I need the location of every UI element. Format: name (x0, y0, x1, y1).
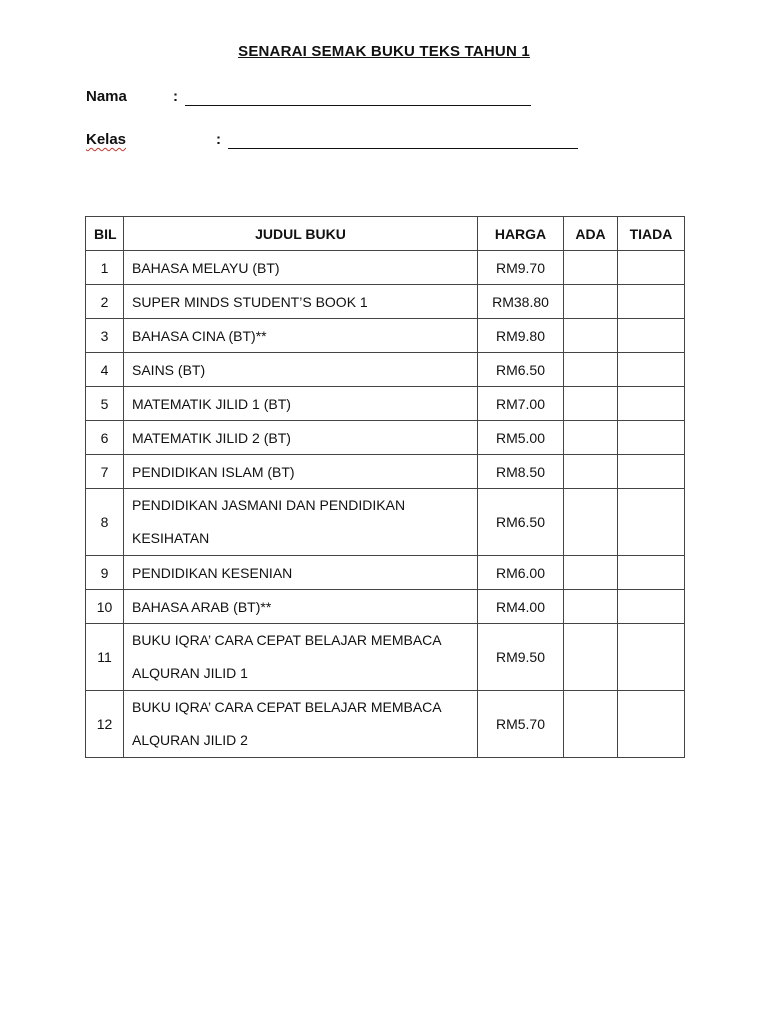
row-bil: 10 (86, 590, 124, 624)
header-tiada: TIADA (618, 217, 685, 251)
nama-blank-line[interactable] (185, 105, 531, 106)
row-bil: 8 (86, 489, 124, 556)
tiada-checkbox-cell[interactable] (618, 489, 685, 556)
header-bil: BIL (86, 217, 124, 251)
row-judul: PENDIDIKAN JASMANI DAN PENDIDIKAN KESIHATAN (124, 489, 478, 556)
tiada-checkbox-cell[interactable] (618, 455, 685, 489)
tiada-checkbox-cell[interactable] (618, 251, 685, 285)
row-bil: 12 (86, 691, 124, 758)
row-bil: 6 (86, 421, 124, 455)
ada-checkbox-cell[interactable] (564, 590, 618, 624)
header-harga: HARGA (478, 217, 564, 251)
table-row (86, 691, 685, 758)
tiada-checkbox-cell[interactable] (618, 590, 685, 624)
row-harga: RM6.00 (478, 556, 564, 590)
row-judul: SUPER MINDS STUDENT’S BOOK 1 (124, 285, 478, 319)
row-judul: PENDIDIKAN ISLAM (BT) (124, 455, 478, 489)
tiada-checkbox-cell[interactable] (618, 285, 685, 319)
row-harga: RM4.00 (478, 590, 564, 624)
ada-checkbox-cell[interactable] (564, 556, 618, 590)
ada-checkbox-cell[interactable] (564, 353, 618, 387)
ada-checkbox-cell[interactable] (564, 489, 618, 556)
page-title: SENARAI SEMAK BUKU TEKS TAHUN 1 (238, 43, 530, 60)
row-bil: 1 (86, 251, 124, 285)
tiada-checkbox-cell[interactable] (618, 421, 685, 455)
ada-checkbox-cell[interactable] (564, 691, 618, 758)
table-row (86, 590, 685, 624)
header-judul-buku: JUDUL BUKU (124, 217, 478, 251)
ada-checkbox-cell[interactable] (564, 285, 618, 319)
kelas-colon: : (216, 131, 221, 148)
ada-checkbox-cell[interactable] (564, 319, 618, 353)
table-row (86, 455, 685, 489)
row-harga: RM38.80 (478, 285, 564, 319)
row-judul: MATEMATIK JILID 1 (BT) (124, 387, 478, 421)
row-judul: BUKU IQRA’ CARA CEPAT BELAJAR MEMBACA ALQURAN JILID 1 (124, 624, 478, 691)
row-judul: BAHASA CINA (BT)** (124, 319, 478, 353)
row-harga: RM6.50 (478, 489, 564, 556)
row-judul: BAHASA MELAYU (BT) (124, 251, 478, 285)
ada-checkbox-cell[interactable] (564, 455, 618, 489)
row-bil: 2 (86, 285, 124, 319)
row-judul: SAINS (BT) (124, 353, 478, 387)
nama-label: Nama (86, 88, 127, 105)
row-harga: RM5.00 (478, 421, 564, 455)
table-row (86, 251, 685, 285)
row-bil: 5 (86, 387, 124, 421)
row-bil: 4 (86, 353, 124, 387)
row-bil: 11 (86, 624, 124, 691)
row-harga: RM9.80 (478, 319, 564, 353)
table-row (86, 387, 685, 421)
book-checklist-table (85, 216, 685, 758)
kelas-label: Kelas (86, 131, 127, 148)
tiada-checkbox-cell[interactable] (618, 691, 685, 758)
ada-checkbox-cell[interactable] (564, 624, 618, 691)
row-harga: RM5.70 (478, 691, 564, 758)
row-judul: PENDIDIKAN KESENIAN (124, 556, 478, 590)
kelas-blank-line[interactable] (228, 148, 578, 149)
row-bil: 9 (86, 556, 124, 590)
tiada-checkbox-cell[interactable] (618, 319, 685, 353)
tiada-checkbox-cell[interactable] (618, 556, 685, 590)
table-row (86, 285, 685, 319)
header-ada: ADA (564, 217, 618, 251)
table-row (86, 319, 685, 353)
tiada-checkbox-cell[interactable] (618, 624, 685, 691)
row-judul: BAHASA ARAB (BT)** (124, 590, 478, 624)
row-harga: RM8.50 (478, 455, 564, 489)
row-judul: MATEMATIK JILID 2 (BT) (124, 421, 478, 455)
tiada-checkbox-cell[interactable] (618, 387, 685, 421)
table-row (86, 421, 685, 455)
table-row (86, 489, 685, 556)
row-judul: BUKU IQRA’ CARA CEPAT BELAJAR MEMBACA ALQURAN JILID 2 (124, 691, 478, 758)
ada-checkbox-cell[interactable] (564, 387, 618, 421)
ada-checkbox-cell[interactable] (564, 421, 618, 455)
row-bil: 7 (86, 455, 124, 489)
row-harga: RM6.50 (478, 353, 564, 387)
row-bil: 3 (86, 319, 124, 353)
table-row (86, 353, 685, 387)
tiada-checkbox-cell[interactable] (618, 353, 685, 387)
row-harga: RM9.50 (478, 624, 564, 691)
row-harga: RM7.00 (478, 387, 564, 421)
nama-colon: : (173, 88, 178, 105)
table-row (86, 624, 685, 691)
ada-checkbox-cell[interactable] (564, 251, 618, 285)
table-header-row (86, 217, 685, 251)
table-row (86, 556, 685, 590)
row-harga: RM9.70 (478, 251, 564, 285)
